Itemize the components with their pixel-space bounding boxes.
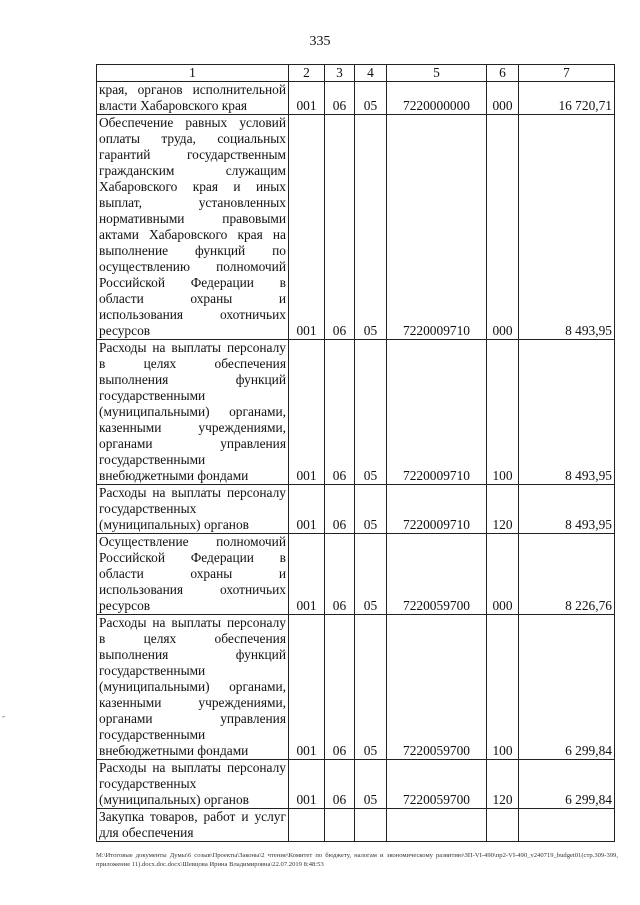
row-amount xyxy=(519,809,615,842)
row-subsection: 05 xyxy=(355,615,387,760)
row-section: 06 xyxy=(325,615,355,760)
table-row xyxy=(97,615,615,760)
row-section xyxy=(325,809,355,842)
table-row xyxy=(97,485,615,534)
row-code: 001 xyxy=(289,760,325,809)
table-row xyxy=(97,534,615,615)
row-section: 06 xyxy=(325,115,355,340)
column-header-2: 2 xyxy=(289,65,325,82)
row-code: 001 xyxy=(289,115,325,340)
row-section: 06 xyxy=(325,340,355,485)
row-amount: 8 226,76 xyxy=(519,534,615,615)
row-code: 001 xyxy=(289,340,325,485)
column-header-4: 4 xyxy=(355,65,387,82)
row-code xyxy=(289,809,325,842)
row-section: 06 xyxy=(325,760,355,809)
row-kind: 000 xyxy=(487,82,519,115)
row-description: Закупка товаров, работ и услуг для обеспечения xyxy=(97,809,289,842)
column-header-3: 3 xyxy=(325,65,355,82)
row-code: 001 xyxy=(289,82,325,115)
row-kind: 000 xyxy=(487,115,519,340)
page-number: 335 xyxy=(309,34,331,49)
column-header-1: 1 xyxy=(97,65,289,82)
row-subsection: 05 xyxy=(355,534,387,615)
row-description: Расходы на выплаты персоналу государственных (муниципальных) органов xyxy=(97,485,289,534)
row-target: 7220009710 xyxy=(387,340,487,485)
budget-table xyxy=(96,64,615,842)
row-target xyxy=(387,809,487,842)
file-path-footer: M:\Итоговые документы Думы\6 созыв\Проекты\Законы\2 чтение\Комитет по бюджету, налогам и экономическому развитию\ЗП-VI-490\пр2-VI-490_v240719_budget01(стр.309-399, приложение 11).docx.doc.docx\Шевцова Ирина Владимировна\22.07.2019 8:48:53 xyxy=(96,852,618,868)
row-target: 7220000000 xyxy=(387,82,487,115)
column-header-5: 5 xyxy=(387,65,487,82)
row-kind: 000 xyxy=(487,534,519,615)
column-header-6: 6 xyxy=(487,65,519,82)
row-description: Расходы на выплаты персоналу в целях обеспечения выполнения функций государственными (муниципальными) органами, казенными учреждениями, органами управления государственными внебюджетными фондами xyxy=(97,615,289,760)
row-amount: 8 493,95 xyxy=(519,340,615,485)
row-kind xyxy=(487,809,519,842)
row-subsection: 05 xyxy=(355,115,387,340)
row-code: 001 xyxy=(289,615,325,760)
row-target: 7220059700 xyxy=(387,615,487,760)
table-row xyxy=(97,809,615,842)
row-section: 06 xyxy=(325,485,355,534)
row-description: Расходы на выплаты персоналу государственных (муниципальных) органов xyxy=(97,760,289,809)
column-header-7: 7 xyxy=(519,65,615,82)
row-description: края, органов исполнительной власти Хабаровского края xyxy=(97,82,289,115)
margin-mark: - xyxy=(2,711,5,721)
row-amount: 6 299,84 xyxy=(519,760,615,809)
row-kind: 120 xyxy=(487,760,519,809)
column-header-row xyxy=(97,65,615,82)
row-section: 06 xyxy=(325,82,355,115)
row-kind: 100 xyxy=(487,340,519,485)
row-kind: 120 xyxy=(487,485,519,534)
row-subsection: 05 xyxy=(355,760,387,809)
row-subsection: 05 xyxy=(355,340,387,485)
row-description: Обеспечение равных условий оплаты труда, социальных гарантий государственным гражданским служащим Хабаровского края и иных выплат, установленных нормативными правовыми актами Хабаровского края на выполнение функций по осуществлению полномочий Российской Федерации в области охраны и использования охотничьих ресурсов xyxy=(97,115,289,340)
row-description: Расходы на выплаты персоналу в целях обеспечения выполнения функций государственными (муниципальными) органами, казенными учреждениями, органами управления государственными внебюджетными фондами xyxy=(97,340,289,485)
row-amount: 8 493,95 xyxy=(519,485,615,534)
row-target: 7220059700 xyxy=(387,760,487,809)
table-row xyxy=(97,340,615,485)
row-subsection: 05 xyxy=(355,485,387,534)
row-target: 7220059700 xyxy=(387,534,487,615)
row-code: 001 xyxy=(289,534,325,615)
row-target: 7220009710 xyxy=(387,115,487,340)
table-row xyxy=(97,115,615,340)
table-row xyxy=(97,760,615,809)
row-description: Осуществление полномочий Российской Федерации в области охраны и использования охотничьих ресурсов xyxy=(97,534,289,615)
row-subsection xyxy=(355,809,387,842)
row-amount: 8 493,95 xyxy=(519,115,615,340)
table-row xyxy=(97,82,615,115)
row-section: 06 xyxy=(325,534,355,615)
row-subsection: 05 xyxy=(355,82,387,115)
row-amount: 6 299,84 xyxy=(519,615,615,760)
row-code: 001 xyxy=(289,485,325,534)
row-amount: 16 720,71 xyxy=(519,82,615,115)
row-kind: 100 xyxy=(487,615,519,760)
row-target: 7220009710 xyxy=(387,485,487,534)
